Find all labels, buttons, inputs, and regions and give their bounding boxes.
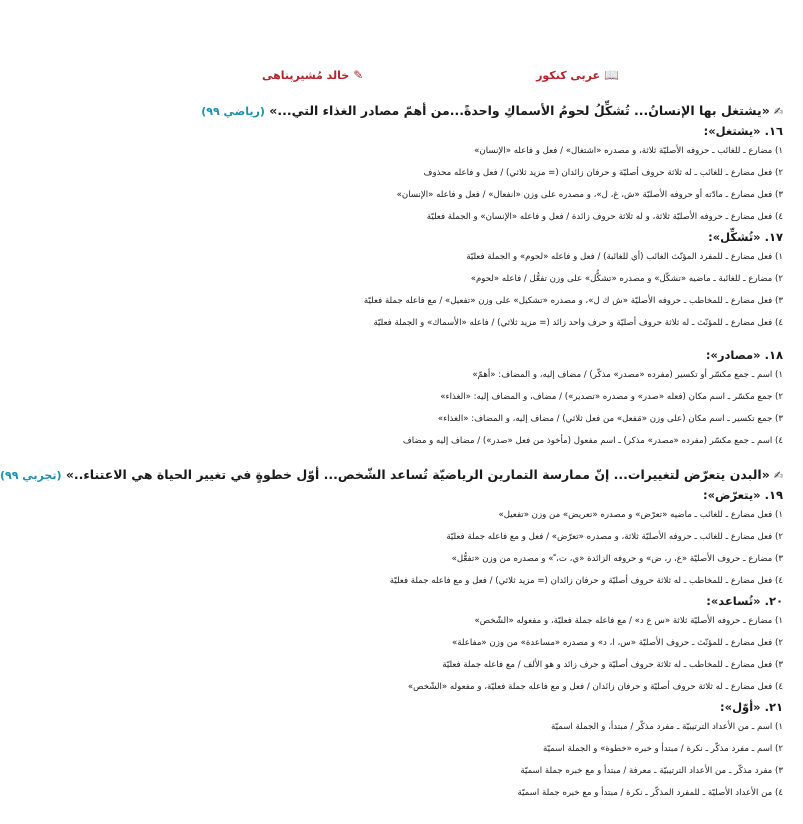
- option: ٤) فعل مضارع ـ له ثلاثة حروف أصليّة و حرفان زائدان / فعل و مع فاعله جملة فعليّة، و مفعوله «الشّخص»: [407, 682, 783, 692]
- option: ٤) اسم ـ جمع مكسّر (مفرده «مصدر» مذكر) ـ اسم مفعول (مأخوذ من فعل «صدر») / مضاف إليه و مضاف: [402, 436, 783, 446]
- book-brand: [536, 68, 619, 82]
- book-icon: 📖: [604, 68, 619, 82]
- author-name: خالد مُشیرپناهی: [262, 69, 350, 82]
- option: ٣) جمع تكسير ـ اسم مكان (على وزن «مَفعل» من فعل ثلاثي) / مضاف إليه، و المضاف: «الغذاء»: [437, 414, 783, 424]
- exam-tag: (رياضي ٩٩): [201, 105, 265, 118]
- option: ٤) من الأعداد الأصليّة ـ للمفرد المذكّر ـ نكرة / مبتدأ و مع خبره جملة اسميّة: [517, 788, 783, 798]
- option: ٤) فعل مضارع ـ للمخاطب ـ له ثلاثة حروف أصليّة و حرفان زائدان (= مزيد ثلاثي) / فعل و مع فاعله جملة فعليّة: [389, 576, 783, 586]
- option: ٣) فعل مضارع ـ للمخاطب ـ له ثلاثة حروف أصليّة و حرف زائد و هو الألف / مع فاعله جملة فعليّة: [442, 660, 783, 670]
- option: ١) فعل مضارع ـ للمفرد المؤنّث الغائب (أي للغائبة) / فعل و فاعله «لحوم» و الجملة فعليّة: [466, 252, 783, 262]
- option: ١) اسم ـ من الأعداد الترتيبيّة ـ مفرد مذكّر / مبتدأ، و الجملة اسميّة: [551, 722, 783, 732]
- option: ١) مضارع ـ للغائب ـ حروفه الأصليّة ثلاثة، و مصدره «اشتغال» / فعل و فاعله «الإنسان»: [474, 146, 783, 156]
- question-16-title: ١٦.«يشتغل»:: [703, 124, 783, 138]
- author-brand: [262, 68, 363, 82]
- option: ١) اسم ـ جمع مكسّر أو تكسير (مفرده «مصدر» مذكّر) / مضاف إليه، و المضاف: «أهمّ»: [472, 370, 783, 380]
- question-18-title: ١٨.«مصادر»:: [705, 348, 783, 362]
- exam-tag: (تجربي ٩٩): [0, 469, 62, 482]
- question-21-title: ٢١.«أوّل»:: [720, 700, 783, 714]
- option: ٢) فعل مضارع ـ للمؤنّث ـ حروف الأصليّة «س، ا، د» و مصدره «مساعدة» من وزن «مفاعلة»: [452, 638, 783, 648]
- book-title: عربی کنکور: [536, 69, 601, 82]
- pen-icon: ✎: [353, 68, 364, 82]
- passage-2: [0, 464, 783, 486]
- option: ٢) مضارع ـ للغائبة ـ ماضيه «تشكّل» و مصدره «تشكُّل» على وزن تفعُّل / فاعله «لحوم»: [470, 274, 783, 284]
- pen-icon: ✍: [773, 105, 783, 118]
- passage-text: «البدن يتعرّض لتغييرات... إنّ ممارسة التمارين الرياضيّة تُساعد الشّخص... أوّل خطوةٍ في تغيير الحياة هي الاعتناء..»: [65, 467, 770, 482]
- option: ٣) فعل مضارع ـ مادّته أو حروفه الأصليّة «ش، غ، ل»، و مصدره على وزن «انفعال» / فعل و فاعله «الإنسان»: [396, 190, 783, 200]
- page-header: [222, 68, 779, 88]
- question-19-title: ١٩.«يتعرّض»:: [702, 488, 783, 502]
- option: ٤) فعل مضارع ـ حروفه الأصليّة ثلاثة، و له ثلاثة حروف زائدة / فعل و فاعله «الإنسان» و الجملة فعليّة: [426, 212, 783, 222]
- passage-1: [201, 100, 783, 122]
- option: ٢) فعل مضارع ـ للغائب ـ له ثلاثة حروف أصليّة و حرفان زائدان (= مزيد ثلاثي) / فعل و فاعله محذوف: [423, 168, 783, 178]
- content: [0, 100, 783, 804]
- option: ٢) اسم ـ مفرد مذكّر ـ نكرة / مبتدأ و خبره «خطوة» و الجملة اسميّة: [543, 744, 783, 754]
- question-17-title: ١٧.«تُشكِّل»:: [708, 230, 783, 244]
- option: ١) مضارع ـ حروفه الأصليّة ثلاثة «س ع د» / مع فاعله جملة فعليّة، و مفعوله «الشّخص»: [474, 616, 783, 626]
- option: ٤) فعل مضارع ـ للمؤنّث ـ له ثلاثة حروف أصليّة و حرف واحد زائد (= مزيد ثلاثي) / فاعله «الأسماك» و الجملة فعليّة: [373, 318, 783, 328]
- question-20-title: ٢٠.«تُساعد»:: [706, 594, 783, 608]
- option: ٣) مضارع ـ حروف الأصليّة «ع، ر، ض» و حروفه الزائدة «ي، ت، ّ» و مصدره من وزن «تفعُّل»: [451, 554, 783, 564]
- option: ٢) فعل مضارع ـ للغائب ـ حروفه الأصليّة ثلاثة، و مصدره «تعرّض» / فعل و مع فاعله جملة فعليّة: [446, 532, 783, 542]
- option: ٣) فعل مضارع ـ للمخاطب ـ حروفه الأصليّة «ش ك ل»، و مصدره «تشكيل» على وزن «تفعيل» / مع فاعله جملة فعليّة: [363, 296, 783, 306]
- option: ٢) جمع مكسّر ـ اسم مكان (فعله «صدر» و مصدره «تصدير») / مضاف، و المضاف إليه: «الغذاء»: [440, 392, 783, 402]
- option: ٣) مفرد مذكّر ـ من الأعداد الترتيبيّة ـ معرفة / مبتدأ و مع خبره جملة اسميّة: [520, 766, 783, 776]
- pen-icon: ✍: [773, 469, 783, 482]
- passage-text: «يشتغل بها الإنسانُ... تُشكِّلُ لحومُ الأسماكِ واحدةً...من أهمّ مصادر الغذاء التي...»: [269, 103, 770, 118]
- option: ١) فعل مضارع ـ للغائب ـ ماضيه «تعرّض» و مصدره «تعريض» من وزن «تفعيل»: [498, 510, 783, 520]
